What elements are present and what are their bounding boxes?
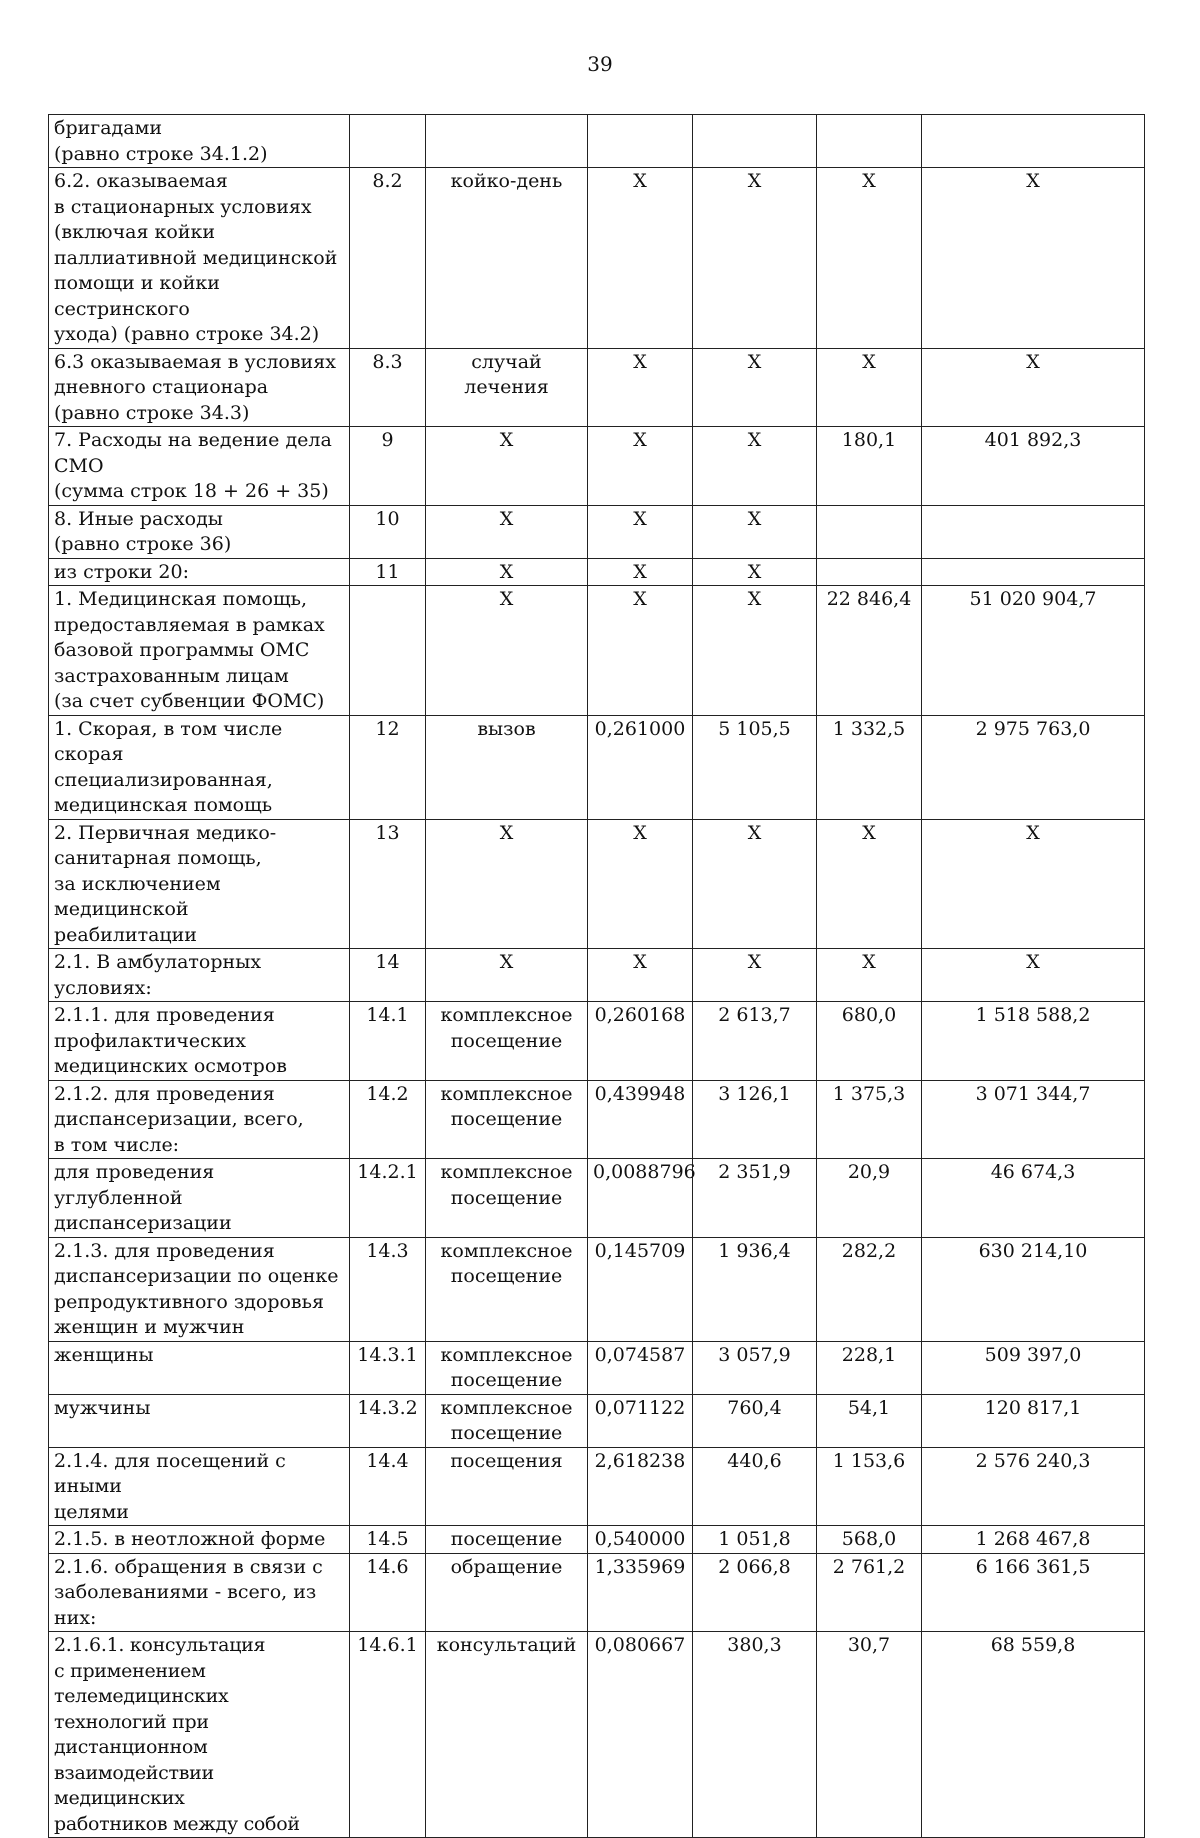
row-value-3: 1 375,3	[817, 1080, 922, 1159]
row-code: 13	[350, 819, 426, 949]
row-name: 2.1.6.1. консультация с применением телемедицинских технологий при дистанционном взаимодействии медицинских работников между собой	[49, 1632, 350, 1838]
table-row	[49, 586, 1145, 716]
row-unit: комплексное посещение	[426, 1394, 588, 1447]
row-code: 14.4	[350, 1447, 426, 1526]
row-name: 2.1.4. для посещений с иными целями	[49, 1447, 350, 1526]
row-value-3: 22 846,4	[817, 586, 922, 716]
row-value-3: 568,0	[817, 1526, 922, 1554]
row-unit: Х	[426, 819, 588, 949]
page-number: 39	[587, 52, 613, 76]
row-unit: обращение	[426, 1553, 588, 1632]
row-value-4	[922, 558, 1145, 586]
row-value-3: Х	[817, 348, 922, 427]
row-code: 8.2	[350, 168, 426, 349]
table-row	[49, 1080, 1145, 1159]
row-value-1: Х	[588, 819, 693, 949]
row-value-3: 180,1	[817, 427, 922, 506]
row-value-3: 1 332,5	[817, 715, 922, 819]
row-unit: Х	[426, 427, 588, 506]
row-name: 6.2. оказываемая в стационарных условиях (включая койки паллиативной медицинской помощи и койки сестринского ухода) (равно строке 34.2)	[49, 168, 350, 349]
row-unit: комплексное посещение	[426, 1237, 588, 1341]
row-code: 14.3.1	[350, 1341, 426, 1394]
row-code: 14.5	[350, 1526, 426, 1554]
row-value-1: Х	[588, 586, 693, 716]
row-value-4: 1 518 588,2	[922, 1002, 1145, 1081]
row-name: 8. Иные расходы (равно строке 36)	[49, 505, 350, 558]
row-value-1	[588, 115, 693, 168]
row-value-3: Х	[817, 819, 922, 949]
row-value-2: Х	[693, 586, 817, 716]
row-value-1: 0,439948	[588, 1080, 693, 1159]
row-value-1: Х	[588, 168, 693, 349]
row-value-4: 3 071 344,7	[922, 1080, 1145, 1159]
row-value-2: Х	[693, 819, 817, 949]
row-code: 14.2	[350, 1080, 426, 1159]
row-value-1: 0,071122	[588, 1394, 693, 1447]
row-value-1: 0,074587	[588, 1341, 693, 1394]
row-unit: посещение	[426, 1526, 588, 1554]
row-value-4: 630 214,10	[922, 1237, 1145, 1341]
table-row	[49, 168, 1145, 349]
row-name: 2.1.3. для проведения диспансеризации по оценке репродуктивного здоровья женщин и мужчин	[49, 1237, 350, 1341]
row-value-2: Х	[693, 168, 817, 349]
table-row	[49, 1553, 1145, 1632]
row-name: 1. Скорая, в том числе скорая специализированная, медицинская помощь	[49, 715, 350, 819]
table-row	[49, 1526, 1145, 1554]
row-value-4	[922, 505, 1145, 558]
row-value-2: 3 057,9	[693, 1341, 817, 1394]
row-value-1: Х	[588, 558, 693, 586]
row-unit: Х	[426, 949, 588, 1002]
row-name: 2. Первичная медико- санитарная помощь, за исключением медицинской реабилитации	[49, 819, 350, 949]
row-value-4: 1 268 467,8	[922, 1526, 1145, 1554]
row-code: 8.3	[350, 348, 426, 427]
row-value-4: 120 817,1	[922, 1394, 1145, 1447]
table-row	[49, 558, 1145, 586]
row-value-1: 1,335969	[588, 1553, 693, 1632]
row-value-3: 54,1	[817, 1394, 922, 1447]
row-value-2: 2 613,7	[693, 1002, 817, 1081]
row-value-4: Х	[922, 348, 1145, 427]
row-code: 9	[350, 427, 426, 506]
table-row	[49, 1341, 1145, 1394]
row-unit	[426, 115, 588, 168]
row-name: для проведения углубленной диспансеризации	[49, 1159, 350, 1238]
table-row	[49, 115, 1145, 168]
row-value-4: 509 397,0	[922, 1341, 1145, 1394]
row-value-2: Х	[693, 505, 817, 558]
row-value-2: Х	[693, 949, 817, 1002]
row-value-2: 440,6	[693, 1447, 817, 1526]
row-code: 14.6	[350, 1553, 426, 1632]
row-value-3	[817, 505, 922, 558]
row-value-2: 2 351,9	[693, 1159, 817, 1238]
table-row	[49, 819, 1145, 949]
row-value-2: 2 066,8	[693, 1553, 817, 1632]
row-name: 7. Расходы на ведение дела СМО (сумма строк 18 + 26 + 35)	[49, 427, 350, 506]
row-value-1: 2,618238	[588, 1447, 693, 1526]
row-value-3	[817, 115, 922, 168]
row-value-3: Х	[817, 949, 922, 1002]
row-value-2: 380,3	[693, 1632, 817, 1838]
row-value-2: 1 936,4	[693, 1237, 817, 1341]
row-value-3: 228,1	[817, 1341, 922, 1394]
row-code: 12	[350, 715, 426, 819]
row-unit: консультаций	[426, 1632, 588, 1838]
row-value-3: 20,9	[817, 1159, 922, 1238]
budget-table	[48, 114, 1145, 1838]
row-unit: Х	[426, 586, 588, 716]
row-name: бригадами (равно строке 34.1.2)	[49, 115, 350, 168]
row-name: 2.1.2. для проведения диспансеризации, всего, в том числе:	[49, 1080, 350, 1159]
row-unit: Х	[426, 558, 588, 586]
row-value-1: 0,261000	[588, 715, 693, 819]
row-unit: комплексное посещение	[426, 1002, 588, 1081]
row-code: 14.6.1	[350, 1632, 426, 1838]
row-name: 2.1.5. в неотложной форме	[49, 1526, 350, 1554]
row-value-1: 0,145709	[588, 1237, 693, 1341]
row-code: 11	[350, 558, 426, 586]
row-unit: случай лечения	[426, 348, 588, 427]
row-value-2: 5 105,5	[693, 715, 817, 819]
row-value-4: 2 576 240,3	[922, 1447, 1145, 1526]
row-value-4: 51 020 904,7	[922, 586, 1145, 716]
row-value-3: 680,0	[817, 1002, 922, 1081]
row-value-1: 0,080667	[588, 1632, 693, 1838]
row-value-3: 30,7	[817, 1632, 922, 1838]
row-value-4: 2 975 763,0	[922, 715, 1145, 819]
row-value-4: Х	[922, 819, 1145, 949]
table-row	[49, 505, 1145, 558]
row-unit: комплексное посещение	[426, 1159, 588, 1238]
table-row	[49, 715, 1145, 819]
table-row	[49, 1447, 1145, 1526]
table-row	[49, 1237, 1145, 1341]
row-value-1: Х	[588, 949, 693, 1002]
row-name: 2.1.6. обращения в связи с заболеваниями - всего, из них:	[49, 1553, 350, 1632]
row-value-4: 68 559,8	[922, 1632, 1145, 1838]
row-code: 14.3	[350, 1237, 426, 1341]
row-name: женщины	[49, 1341, 350, 1394]
row-value-3: 2 761,2	[817, 1553, 922, 1632]
row-value-4	[922, 115, 1145, 168]
row-value-4: 6 166 361,5	[922, 1553, 1145, 1632]
row-name: 1. Медицинская помощь, предоставляемая в рамках базовой программы ОМС застрахованным лицам (за счет субвенции ФОМС)	[49, 586, 350, 716]
row-value-3: 1 153,6	[817, 1447, 922, 1526]
row-value-2: 1 051,8	[693, 1526, 817, 1554]
row-value-1: 0,260168	[588, 1002, 693, 1081]
row-code: 10	[350, 505, 426, 558]
row-value-2: 3 126,1	[693, 1080, 817, 1159]
row-name: 6.3 оказываемая в условиях дневного стационара (равно строке 34.3)	[49, 348, 350, 427]
row-unit: комплексное посещение	[426, 1341, 588, 1394]
row-unit: койко-день	[426, 168, 588, 349]
row-value-3: Х	[817, 168, 922, 349]
table-row	[49, 1394, 1145, 1447]
row-code: 14.3.2	[350, 1394, 426, 1447]
row-value-4: 401 892,3	[922, 427, 1145, 506]
row-code: 14.1	[350, 1002, 426, 1081]
row-value-4: Х	[922, 168, 1145, 349]
row-value-3	[817, 558, 922, 586]
row-unit: Х	[426, 505, 588, 558]
table-row	[49, 427, 1145, 506]
row-value-1: Х	[588, 505, 693, 558]
row-name: из строки 20:	[49, 558, 350, 586]
row-value-1: Х	[588, 348, 693, 427]
row-unit: комплексное посещение	[426, 1080, 588, 1159]
table-row	[49, 1632, 1145, 1838]
row-value-2: 760,4	[693, 1394, 817, 1447]
row-value-1: 0,540000	[588, 1526, 693, 1554]
row-value-1: Х	[588, 427, 693, 506]
row-unit: вызов	[426, 715, 588, 819]
row-code: 14	[350, 949, 426, 1002]
row-code: 14.2.1	[350, 1159, 426, 1238]
row-value-4: Х	[922, 949, 1145, 1002]
row-value-2: Х	[693, 427, 817, 506]
row-code	[350, 115, 426, 168]
table-row	[49, 1002, 1145, 1081]
row-value-2	[693, 115, 817, 168]
row-name: мужчины	[49, 1394, 350, 1447]
row-value-2: Х	[693, 348, 817, 427]
table-row	[49, 348, 1145, 427]
row-value-2: Х	[693, 558, 817, 586]
row-unit: посещения	[426, 1447, 588, 1526]
table-row	[49, 1159, 1145, 1238]
row-value-4: 46 674,3	[922, 1159, 1145, 1238]
table-row	[49, 949, 1145, 1002]
row-name: 2.1.1. для проведения профилактических медицинских осмотров	[49, 1002, 350, 1081]
row-value-1: 0,0088796	[588, 1159, 693, 1238]
row-name: 2.1. В амбулаторных условиях:	[49, 949, 350, 1002]
row-value-3: 282,2	[817, 1237, 922, 1341]
row-code	[350, 586, 426, 716]
